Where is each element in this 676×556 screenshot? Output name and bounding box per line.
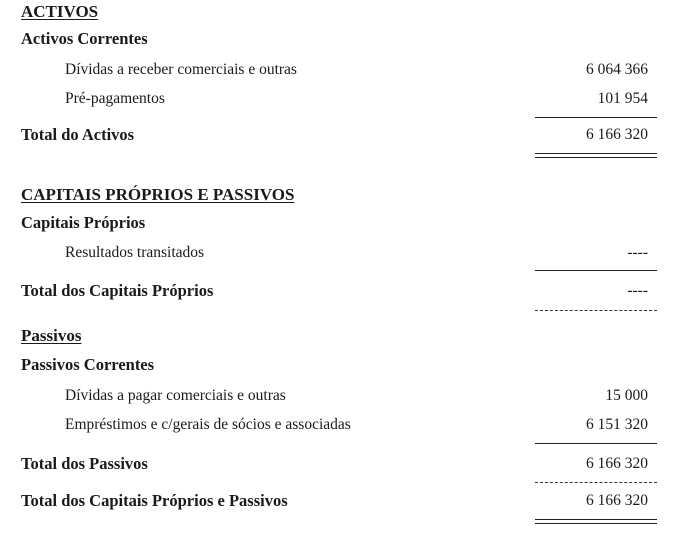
asset-item-label: Pré-pagamentos xyxy=(65,90,165,107)
liability-item-value: 6 151 320 xyxy=(586,416,648,433)
equity-total-label: Total dos Capitais Próprios xyxy=(21,281,214,300)
equity-subheading: Capitais Próprios xyxy=(21,213,146,232)
subtotal-rule xyxy=(535,117,657,118)
liability-item-value: 15 000 xyxy=(605,387,648,404)
subtotal-rule xyxy=(535,443,657,444)
subtotal-rule xyxy=(535,270,657,271)
liability-item-label: Empréstimos e c/gerais de sócios e associadas xyxy=(65,416,351,433)
asset-item-label: Dívidas a receber comerciais e outras xyxy=(65,61,297,78)
assets-total-label: Total do Activos xyxy=(21,125,135,144)
liabilities-total-label: Total dos Passivos xyxy=(21,454,148,473)
liability-item-label: Dívidas a pagar comerciais e outras xyxy=(65,387,286,404)
equity-total-value: ---- xyxy=(627,282,648,299)
grand-total-value: 6 166 320 xyxy=(586,492,648,509)
asset-item-value: 6 064 366 xyxy=(586,61,648,78)
dashed-rule xyxy=(535,482,657,483)
total-double-rule xyxy=(535,153,657,158)
asset-item-value: 101 954 xyxy=(597,90,648,107)
assets-heading: ACTIVOS xyxy=(21,2,99,21)
equity-liabilities-heading: CAPITAIS PRÓPRIOS E PASSIVOS xyxy=(21,185,295,204)
grand-total-label: Total dos Capitais Próprios e Passivos xyxy=(21,491,288,510)
dashed-rule xyxy=(535,310,657,311)
equity-item-value: ---- xyxy=(627,244,648,261)
total-double-rule xyxy=(535,519,657,524)
assets-total-value: 6 166 320 xyxy=(586,126,648,143)
assets-subheading: Activos Correntes xyxy=(21,29,148,48)
liabilities-heading: Passivos xyxy=(21,326,82,345)
equity-item-label: Resultados transitados xyxy=(65,244,205,261)
liabilities-subheading: Passivos Correntes xyxy=(21,355,155,374)
liabilities-total-value: 6 166 320 xyxy=(586,455,648,472)
